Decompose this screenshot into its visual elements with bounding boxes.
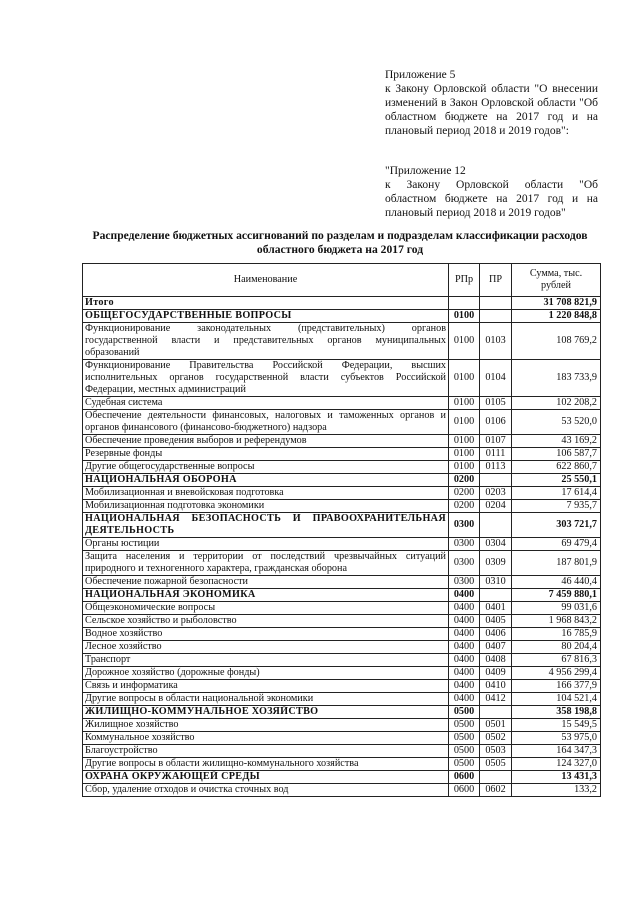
cell-sum: 1 968 843,2 [512, 615, 601, 628]
cell-rpr: 0400 [449, 602, 480, 615]
cell-pr: 0106 [480, 410, 512, 435]
cell-rpr: 0200 [449, 487, 480, 500]
cell-name: Транспорт [83, 654, 449, 667]
cell-pr [480, 706, 512, 719]
cell-rpr: 0400 [449, 641, 480, 654]
cell-sum: 25 550,1 [512, 474, 601, 487]
cell-rpr: 0100 [449, 323, 480, 360]
cell-pr: 0409 [480, 667, 512, 680]
table-row [83, 719, 601, 732]
cell-sum: 46 440,4 [512, 576, 601, 589]
cell-sum: 67 816,3 [512, 654, 601, 667]
cell-rpr: 0200 [449, 474, 480, 487]
cell-rpr: 0100 [449, 310, 480, 323]
cell-name: Функционирование законодательных (представительных) органов государственной власти и представительных органов муниципальных образований [83, 323, 449, 360]
cell-pr: 0111 [480, 448, 512, 461]
cell-rpr: 0500 [449, 745, 480, 758]
table-row [83, 615, 601, 628]
cell-name: Другие вопросы в области жилищно-коммунального хозяйства [83, 758, 449, 771]
cell-pr: 0203 [480, 487, 512, 500]
cell-name: Дорожное хозяйство (дорожные фонды) [83, 667, 449, 680]
cell-sum: 53 520,0 [512, 410, 601, 435]
document-title: Распределение бюджетных ассигнований по разделам и подразделам классификации расходов областного бюджета на 2017 год [92, 229, 588, 256]
cell-sum: 43 169,2 [512, 435, 601, 448]
cell-rpr: 0100 [449, 360, 480, 397]
cell-name: ОХРАНА ОКРУЖАЮЩЕЙ СРЕДЫ [83, 771, 449, 784]
cell-rpr: 0400 [449, 667, 480, 680]
cell-pr: 0602 [480, 784, 512, 797]
cell-name: Судебная система [83, 397, 449, 410]
table-row [83, 745, 601, 758]
cell-rpr: 0100 [449, 461, 480, 474]
table-row [83, 758, 601, 771]
cell-sum: 622 860,7 [512, 461, 601, 474]
column-header-rpr: РПр [449, 264, 480, 297]
table-row [83, 576, 601, 589]
cell-pr: 0503 [480, 745, 512, 758]
cell-sum: 69 479,4 [512, 538, 601, 551]
cell-sum: 106 587,7 [512, 448, 601, 461]
budget-allocation-table [82, 263, 601, 797]
appendix-12-heading [385, 164, 598, 220]
table-row [83, 667, 601, 680]
table-header-row [83, 264, 601, 297]
column-header-pr: ПР [480, 264, 512, 297]
cell-rpr: 0100 [449, 397, 480, 410]
cell-sum: 31 708 821,9 [512, 297, 601, 310]
cell-name: Обеспечение пожарной безопасности [83, 576, 449, 589]
cell-sum: 13 431,3 [512, 771, 601, 784]
appendix-5-line: к Закону Орловской области "О внесении изменений в Закон Орловской области "Об областном бюджете на 2017 год и на плановый период 2018 и 2019 годов": [385, 83, 598, 137]
cell-sum: 99 031,6 [512, 602, 601, 615]
table-row [83, 654, 601, 667]
cell-sum: 80 204,4 [512, 641, 601, 654]
cell-sum: 133,2 [512, 784, 601, 797]
column-header-sum: Сумма, тыс. рублей [512, 264, 601, 297]
table-row [83, 435, 601, 448]
table-row [83, 551, 601, 576]
cell-rpr: 0500 [449, 706, 480, 719]
cell-sum: 303 721,7 [512, 513, 601, 538]
cell-rpr: 0400 [449, 680, 480, 693]
cell-rpr: 0400 [449, 693, 480, 706]
cell-sum: 166 377,9 [512, 680, 601, 693]
table-row [83, 693, 601, 706]
table-row [83, 487, 601, 500]
cell-sum: 7 459 880,1 [512, 589, 601, 602]
table-row [83, 513, 601, 538]
cell-pr [480, 589, 512, 602]
cell-name: Другие общегосударственные вопросы [83, 461, 449, 474]
cell-name: Сельское хозяйство и рыболовство [83, 615, 449, 628]
table-row [83, 771, 601, 784]
cell-rpr: 0300 [449, 551, 480, 576]
appendix-12-line: к Закону Орловской области "Об областном бюджете на 2017 год и на плановый период 2018 и 2019 годов" [385, 179, 598, 219]
cell-name: ОБЩЕГОСУДАРСТВЕННЫЕ ВОПРОСЫ [83, 310, 449, 323]
cell-rpr: 0400 [449, 589, 480, 602]
cell-sum: 164 347,3 [512, 745, 601, 758]
cell-name: Благоустройство [83, 745, 449, 758]
table-row [83, 732, 601, 745]
cell-sum: 108 769,2 [512, 323, 601, 360]
table-row [83, 538, 601, 551]
cell-pr: 0113 [480, 461, 512, 474]
cell-pr: 0502 [480, 732, 512, 745]
cell-sum: 102 208,2 [512, 397, 601, 410]
cell-name: Лесное хозяйство [83, 641, 449, 654]
cell-pr: 0405 [480, 615, 512, 628]
cell-pr: 0501 [480, 719, 512, 732]
cell-rpr: 0500 [449, 758, 480, 771]
table-row [83, 784, 601, 797]
cell-name: НАЦИОНАЛЬНАЯ ЭКОНОМИКА [83, 589, 449, 602]
appendix-5-line: Приложение 5 [385, 69, 456, 81]
cell-name: Общеэкономические вопросы [83, 602, 449, 615]
cell-pr: 0105 [480, 397, 512, 410]
cell-rpr: 0600 [449, 771, 480, 784]
cell-name: НАЦИОНАЛЬНАЯ ОБОРОНА [83, 474, 449, 487]
table-row [83, 410, 601, 435]
table-row [83, 602, 601, 615]
cell-name: Защита населения и территории от последствий чрезвычайных ситуаций природного и техногенного характера, гражданская оборона [83, 551, 449, 576]
cell-rpr: 0300 [449, 513, 480, 538]
cell-sum: 124 327,0 [512, 758, 601, 771]
cell-sum: 187 801,9 [512, 551, 601, 576]
table-row [83, 680, 601, 693]
cell-rpr: 0100 [449, 435, 480, 448]
column-header-name: Наименование [83, 264, 449, 297]
cell-name: Обеспечение проведения выборов и референдумов [83, 435, 449, 448]
cell-pr [480, 771, 512, 784]
table-row [83, 461, 601, 474]
cell-pr [480, 310, 512, 323]
cell-pr: 0410 [480, 680, 512, 693]
cell-sum: 7 935,7 [512, 500, 601, 513]
table-row [83, 641, 601, 654]
cell-pr: 0309 [480, 551, 512, 576]
cell-pr [480, 297, 512, 310]
cell-name: Резервные фонды [83, 448, 449, 461]
table-row [83, 448, 601, 461]
cell-pr [480, 474, 512, 487]
cell-name: Обеспечение деятельности финансовых, налоговых и таможенных органов и органов финансового (финансово-бюджетного) надзора [83, 410, 449, 435]
table-row [83, 397, 601, 410]
cell-rpr: 0500 [449, 719, 480, 732]
table-row [83, 310, 601, 323]
cell-pr: 0412 [480, 693, 512, 706]
cell-name: Водное хозяйство [83, 628, 449, 641]
table-body [83, 297, 601, 797]
cell-pr [480, 513, 512, 538]
cell-rpr: 0500 [449, 732, 480, 745]
cell-name: Связь и информатика [83, 680, 449, 693]
cell-sum: 1 220 848,8 [512, 310, 601, 323]
cell-name: ЖИЛИЩНО-КОММУНАЛЬНОЕ ХОЗЯЙСТВО [83, 706, 449, 719]
cell-pr: 0401 [480, 602, 512, 615]
cell-name: Мобилизационная подготовка экономики [83, 500, 449, 513]
cell-pr: 0104 [480, 360, 512, 397]
cell-pr: 0408 [480, 654, 512, 667]
cell-pr: 0107 [480, 435, 512, 448]
cell-rpr: 0400 [449, 654, 480, 667]
cell-rpr: 0600 [449, 784, 480, 797]
cell-rpr: 0100 [449, 410, 480, 435]
cell-name: НАЦИОНАЛЬНАЯ БЕЗОПАСНОСТЬ И ПРАВООХРАНИТЕЛЬНАЯ ДЕЯТЕЛЬНОСТЬ [83, 513, 449, 538]
cell-name: Сбор, удаление отходов и очистка сточных вод [83, 784, 449, 797]
table-row [83, 360, 601, 397]
cell-rpr: 0300 [449, 576, 480, 589]
cell-name: Коммунальное хозяйство [83, 732, 449, 745]
cell-sum: 15 549,5 [512, 719, 601, 732]
appendix-12-line: "Приложение 12 [385, 165, 466, 177]
cell-name: Итого [83, 297, 449, 310]
cell-name: Органы юстиции [83, 538, 449, 551]
cell-pr: 0310 [480, 576, 512, 589]
cell-sum: 17 614,4 [512, 487, 601, 500]
cell-sum: 358 198,8 [512, 706, 601, 719]
cell-rpr: 0400 [449, 615, 480, 628]
table-row [83, 474, 601, 487]
table-row [83, 628, 601, 641]
cell-sum: 104 521,4 [512, 693, 601, 706]
cell-pr: 0204 [480, 500, 512, 513]
cell-rpr: 0200 [449, 500, 480, 513]
cell-rpr: 0400 [449, 628, 480, 641]
appendix-5-heading [385, 68, 598, 138]
cell-pr: 0103 [480, 323, 512, 360]
cell-pr: 0304 [480, 538, 512, 551]
cell-name: Мобилизационная и вневойсковая подготовка [83, 487, 449, 500]
cell-pr: 0407 [480, 641, 512, 654]
cell-sum: 16 785,9 [512, 628, 601, 641]
cell-name: Другие вопросы в области национальной экономики [83, 693, 449, 706]
cell-rpr [449, 297, 480, 310]
table-row [83, 500, 601, 513]
cell-rpr: 0100 [449, 448, 480, 461]
cell-pr: 0505 [480, 758, 512, 771]
cell-sum: 53 975,0 [512, 732, 601, 745]
cell-name: Жилищное хозяйство [83, 719, 449, 732]
table-row [83, 297, 601, 310]
table-row [83, 589, 601, 602]
table-row [83, 706, 601, 719]
cell-name: Функционирование Правительства Российской Федерации, высших исполнительных органов государственной власти субъектов Российской Федерации, местных администраций [83, 360, 449, 397]
cell-pr: 0406 [480, 628, 512, 641]
cell-rpr: 0300 [449, 538, 480, 551]
cell-sum: 183 733,9 [512, 360, 601, 397]
cell-sum: 4 956 299,4 [512, 667, 601, 680]
table-row [83, 323, 601, 360]
